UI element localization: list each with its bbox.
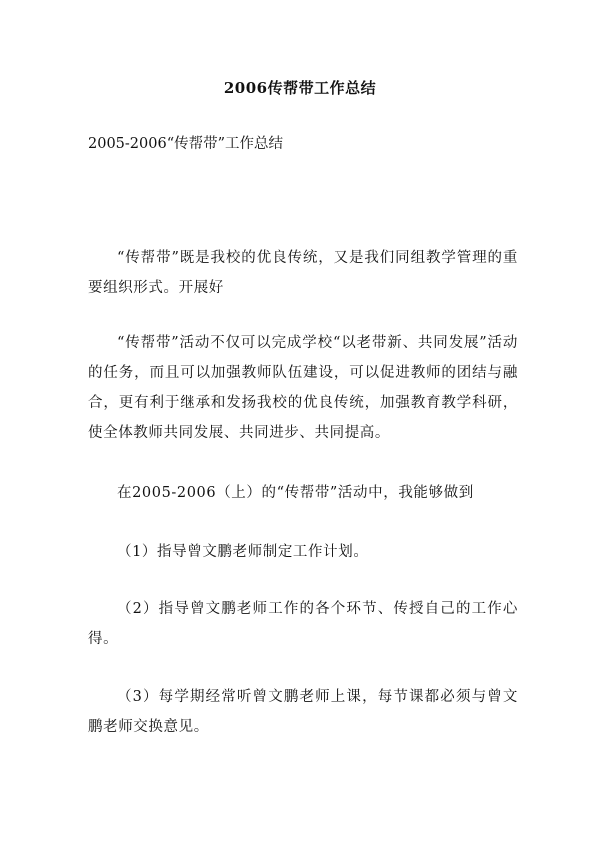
list-item-3: （3）每学期经常听曾文鹏老师上课，每节课都必须与曾文鹏老师交换意见。 [88, 689, 518, 735]
paragraph-activity-lead: 在2005-2006（上）的“传帮带”活动中，我能够做到 [117, 485, 474, 501]
document-subtitle: 2005-2006“传帮带”工作总结 [88, 136, 284, 152]
paragraph-purpose: “传帮带”活动不仅可以完成学校“以老带新、共同发展”活动的任务，而且可以加强教师队伍建设，可以促进教师的团结与融合，更有利于继承和发扬我校的优良传统，加强教育教学科研，使全体教师共同发展、共同进步、共同提高。 [88, 335, 518, 441]
paragraph-intro: “传帮带”既是我校的优良传统，又是我们同组教学管理的重要组织形式。开展好 [88, 250, 518, 296]
list-item-2: （2）指导曾文鹏老师工作的各个环节、传授自己的工作心得。 [88, 601, 518, 647]
list-item-1: （1）指导曾文鹏老师制定工作计划。 [117, 544, 369, 560]
document-title: 2006传帮带工作总结 [223, 79, 377, 97]
